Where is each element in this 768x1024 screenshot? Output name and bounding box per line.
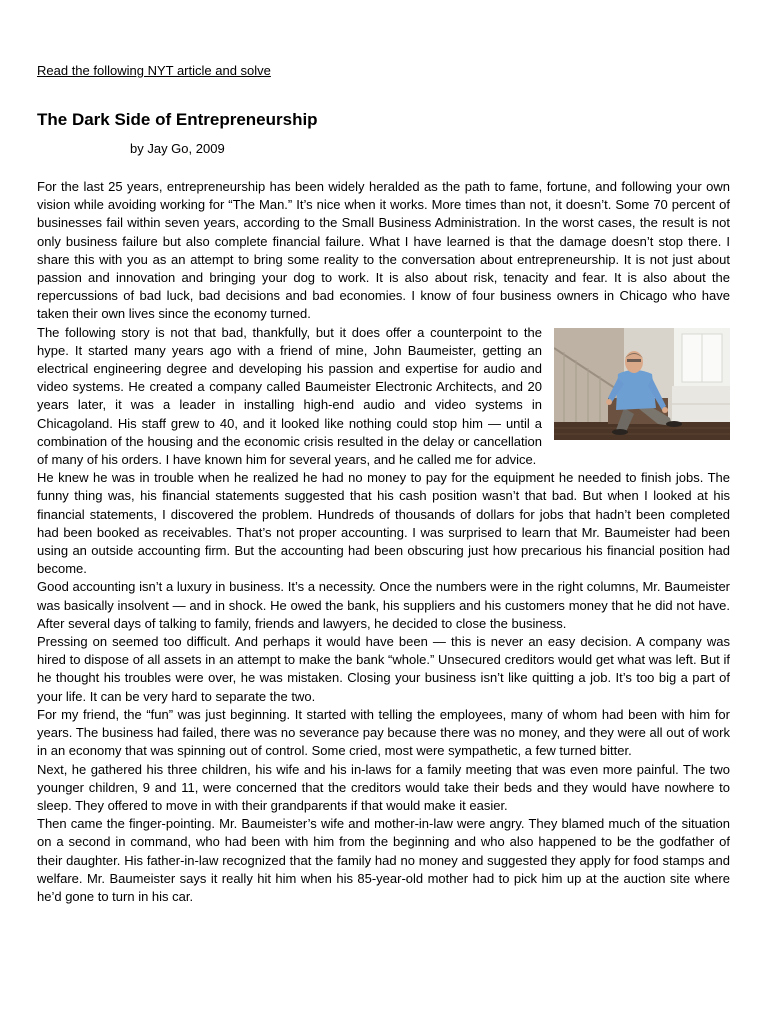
instruction-text: Read the following NYT article and solve [37,63,271,78]
article-paragraph: Next, he gathered his three children, his wife and his in-laws for a family meeting that was even more painful. The two younger children, 9 and 11, were concerned that the creditors would take their beds and they would have nowhere to sleep. They offered to move in with their grandparents if that would make it easier. [37,761,730,813]
article-paragraph: For my friend, the “fun” was just beginning. It started with telling the employees, many of whom had been with him for years. The business had failed, there was no severance pay because there was no money, and they were all out of work in an economy that was spinning out of control. Some cried, most were sympathetic, a few turned bitter. [37,706,730,759]
article-title: The Dark Side of Entrepreneurship [37,110,318,129]
article-body [37,178,730,906]
article-paragraph: He knew he was in trouble when he realized he had no money to pay for the equipment he needed to finish jobs. The funny thing was, his financial statements suggested that his cash position wasn’t that bad. But when I looked at his financial statements, I discovered the problem. Hundreds of thousands of dollars for jobs that hadn’t been completed had been booked as receivables. That’s not proper accounting. I was surprised to learn that Mr. Baumeister had been using an outside accounting firm. But the accounting had been obscuring just how precarious his financial position had become. [37,470,730,577]
man-sitting-on-stairs-photo [554,328,730,440]
article-paragraph: Good accounting isn’t a luxury in business. It’s a necessity. Once the numbers were in the right columns, Mr. Baumeister was basically insolvent — and in shock. He owed the bank, his suppliers and his customers money that he did not have. After several days of talking to family, friends and lawyers, he decided to close the business. [37,579,730,631]
article-byline: by Jay Go, 2009 [130,141,225,156]
article-paragraph: Then came the finger-pointing. Mr. Baumeister’s wife and mother-in-law were angry. They blamed much of the situation on a second in command, who had been with him from the beginning and who also happened to be the godfather of their daughter. His father-in-law recognized that the family had no money and suggested they apply for food stamps and welfare. Mr. Baumeister says it really hit him when his 85-year-old mother had to pick him up at the auction site where he’d gone to turn in his car. [37,816,730,904]
article-paragraph: For the last 25 years, entrepreneurship has been widely heralded as the path to fame, fortune, and following your own vision while avoiding working for “The Man.” It’s nice when it works. More times than not, it doesn’t. Some 70 percent of businesses fail within seven years, according to the Small Business Administration. In the worst cases, the result is not only business failure but also complete financial failure. What I have learned is that the damage doesn’t stop there. I share this with you as an attempt to bring some reality to the conversation about entrepreneurship. It is not just about passion and innovation and bringing your dog to work. It is also about risk, tenacity and fear. It is also about the repercussions of bad luck, bad decisions and bad economies. I know of four business owners in Chicago who have taken their own lives since the economy turned. [37,179,730,322]
article-paragraph: Pressing on seemed too difficult. And perhaps it would have been — this is never an easy decision. A company was hired to dispose of all assets in an attempt to make the bank “whole.” Unsecured creditors would get what was left. But if he thought his troubles were over, he was mistaken. Closing your business isn’t like quitting a job. It’s too big a part of your life. It can be very hard to separate the two. [37,634,730,704]
article-paragraph: The following story is not that bad, thankfully, but it does offer a counterpoint to the hype. It started many years ago with a friend of mine, John Baumeister, getting an electrical engineering degree and developing his passion and expertise for audio and video systems. He created a company called Baumeister Electronic Architects, and 20 years later, it was a leader in installing high-end audio and video systems in Chicagoland. His staff grew to 40, and it looked like nothing could stop him — until a combination of the housing and the economic crisis resulted in the delay or cancellation of many of his orders. I have known him for several years, and he called me for advice. [37,324,542,468]
